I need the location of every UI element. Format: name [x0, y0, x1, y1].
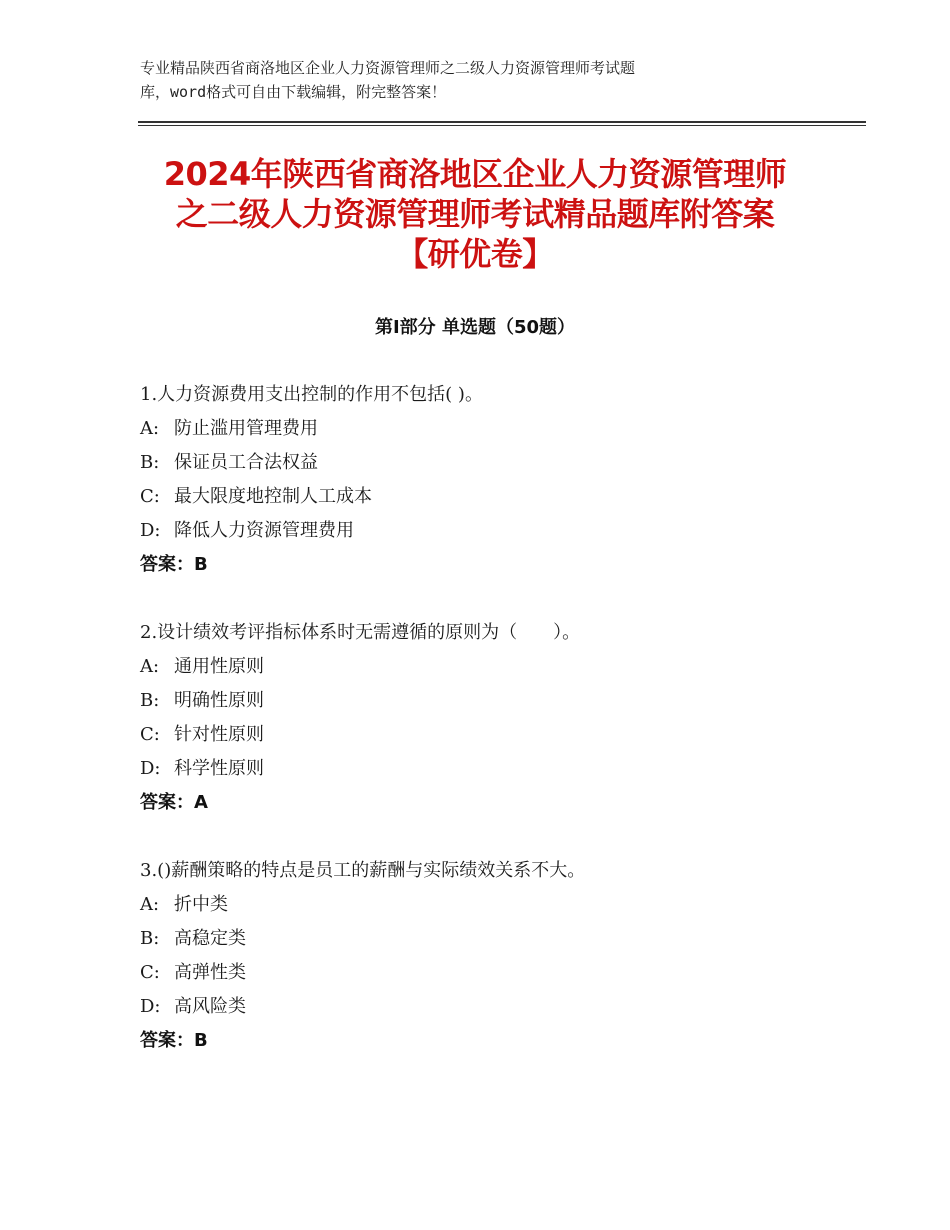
option-key: D: — [140, 758, 161, 779]
answer: 答案：A — [140, 792, 208, 813]
option-key: A: — [140, 894, 160, 915]
question-3 — [140, 854, 860, 1058]
option-d — [140, 514, 860, 548]
header-note-line-2: 库，word格式可自由下载编辑，附完整答案！ — [140, 83, 447, 101]
option-d — [140, 990, 860, 1024]
option-text: 降低人力资源管理费用 — [174, 520, 354, 541]
option-key: A: — [140, 418, 160, 439]
document-title — [120, 154, 830, 274]
option-key: D: — [140, 996, 161, 1017]
option-text: 高弹性类 — [174, 962, 246, 983]
option-text: 防止滥用管理费用 — [174, 418, 318, 439]
option-key: B: — [140, 690, 160, 711]
option-b — [140, 922, 860, 956]
header-divider-thick — [138, 121, 866, 123]
header-note-line-1: 专业精品陕西省商洛地区企业人力资源管理师之二级人力资源管理师考试题 — [140, 59, 636, 77]
option-b — [140, 446, 860, 480]
option-key: B: — [140, 452, 160, 473]
question-stem: 1.人力资源费用支出控制的作用不包括( )。 — [140, 384, 483, 405]
section-title: 第Ⅰ部分 单选题（50题） — [374, 317, 575, 338]
title-line-1: 2024年陕西省商洛地区企业人力资源管理师 — [163, 155, 787, 193]
option-text: 折中类 — [174, 894, 228, 915]
option-c — [140, 956, 860, 990]
header-note — [140, 56, 800, 104]
option-text: 最大限度地控制人工成本 — [174, 486, 372, 507]
question-list — [140, 378, 860, 1092]
option-key: B: — [140, 928, 160, 949]
option-key: C: — [140, 724, 160, 745]
option-key: C: — [140, 962, 160, 983]
option-text: 保证员工合法权益 — [174, 452, 318, 473]
option-text: 通用性原则 — [174, 656, 264, 677]
title-line-3: 【研优卷】 — [396, 235, 554, 273]
option-a — [140, 412, 860, 446]
option-a — [140, 650, 860, 684]
answer: 答案：B — [140, 554, 208, 575]
option-key: C: — [140, 486, 160, 507]
option-text: 高稳定类 — [174, 928, 246, 949]
title-line-2: 之二级人力资源管理师考试精品题库附答案 — [175, 195, 775, 233]
option-b — [140, 684, 860, 718]
option-text: 科学性原则 — [174, 758, 264, 779]
option-text: 高风险类 — [174, 996, 246, 1017]
option-d — [140, 752, 860, 786]
option-key: D: — [140, 520, 161, 541]
question-1 — [140, 378, 860, 582]
question-stem: 3.()薪酬策略的特点是员工的薪酬与实际绩效关系不大。 — [140, 860, 586, 881]
option-text: 针对性原则 — [174, 724, 264, 745]
answer: 答案：B — [140, 1030, 208, 1051]
option-c — [140, 718, 860, 752]
option-text: 明确性原则 — [174, 690, 264, 711]
option-a — [140, 888, 860, 922]
header-divider-thin — [138, 125, 866, 126]
question-stem: 2.设计绩效考评指标体系时无需遵循的原则为（ ）。 — [140, 622, 581, 643]
option-key: A: — [140, 656, 160, 677]
question-2 — [140, 616, 860, 820]
option-c — [140, 480, 860, 514]
